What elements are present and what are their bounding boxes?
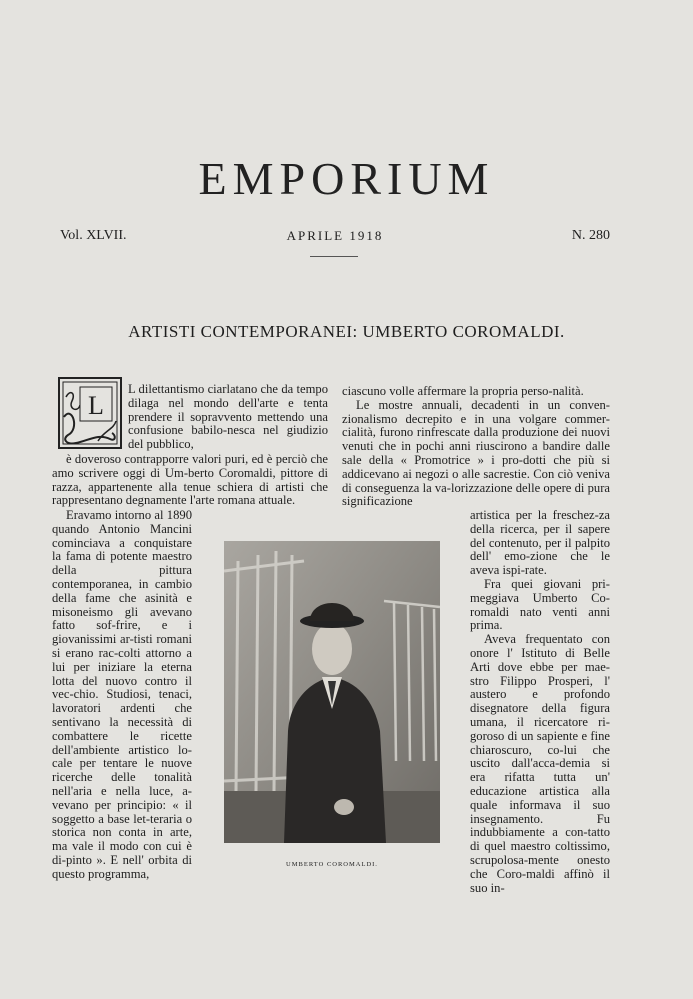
lead-continuation xyxy=(52,453,328,508)
left-column xyxy=(52,509,192,882)
right-column-top xyxy=(342,385,610,509)
lead-paragraph xyxy=(128,383,328,452)
lead-continuation-text: è doveroso contrapporre valori puri, ed è perciò che amo scrivere oggi di Um-berto Coromaldi, pittore di razza, appartenente alla tenue schiera di artisti che rappresentano degnamente l'arte romana attuale. xyxy=(52,452,328,508)
left-column-text: Eravamo intorno al 1890 quando Antonio Mancini cominciava a conquistare la fama di potente maestro della pittura contemporanea, in cambio della fame che asinità e misoneismo gli avevano fatto sof-frire, e i giovanissimi ar-tisti romani si erano rac-colti attorno a lui per iniziare la eterna lotta del nuovo contro il vec-chio. Studiosi, tenaci, lavoratori ardenti che sentivano la necessità di combattere le ricette dell'ambiente artistico lo-cale per tentare le nuove ricerche delle tonalità nell'aria e nella luce, a-vevano per principio: « il soggetto a base let-teraria o storica non conta in arte, ma vale il modo con cui è di-pinto ». E nell' orbita di questo programma, xyxy=(52,508,192,881)
drop-cap-letter: L xyxy=(88,391,104,420)
right-narrow-paragraph-2: Fra quei giovani pri-meggiava Umberto Co-romaldi nato venti anni prima. xyxy=(470,576,610,633)
right-narrow-paragraph-1: artistica per la freschez-za della ricerca, per il sapere del contenuto, per il palpito dell' emo-zione che le aveva ispi-rate. xyxy=(470,508,610,578)
issue-info-row xyxy=(60,228,610,248)
right-narrow-paragraph-3: Aveva frequentato con onore l' Istituto di Belle Arti dove ebbe per mae-stro Filippo Prosperi, l' austero e profondo disegnatore della figura umana, il ricercatore ri-goroso di un sapiente e fine chiaroscuro, co-lui che uscito dall'acca-demia si era rifatta tutta un' educazione artistica alla quale informava il suo insegnamento. Fu indubbiamente a con-tatto di quel maestro coltissimo, scrupolosa-mente onesto che Coro-maldi affinò il suo in- xyxy=(470,632,610,895)
portrait-photo xyxy=(224,541,440,843)
article-title: ARTISTI CONTEMPORANEI: UMBERTO COROMALDI. xyxy=(128,322,565,341)
ornamental-drop-cap-icon xyxy=(58,377,122,449)
issue-date: APRILE 1918 xyxy=(286,228,384,243)
right-top-paragraph-2: Le mostre annuali, decadenti in un conven-zionalismo decrepito e in una volgare commer-cialità, furono rinfrescate dalla produzione dei nuovi venuti che in pochi anni riuscirono a bandire dalle sale della « Promotrice » i pro-dotti che più si addicevano ai negozi o alle sacrestie. Con ciò veniva di conseguenza la va-lorizzazione delle opere di pura significazione xyxy=(342,397,610,509)
right-column-narrow xyxy=(470,509,610,895)
issue-number: N. 280 xyxy=(571,228,610,243)
divider-rule xyxy=(310,256,358,257)
volume-label: Vol. XLVII. xyxy=(60,228,127,243)
photo-caption: UMBERTO COROMALDI. xyxy=(286,861,378,868)
right-top-paragraph-1: ciascuno volle affermare la propria perso-nalità. xyxy=(342,384,584,398)
masthead-title: EMPORIUM xyxy=(198,153,495,204)
lead-text: L dilettantismo ciarlatano che da tempo dilaga nel mondo dell'arte e tenta prendere il sopravvento mettendo una confusione babilo-nesca nel giudizio del pubblico, xyxy=(128,382,328,452)
